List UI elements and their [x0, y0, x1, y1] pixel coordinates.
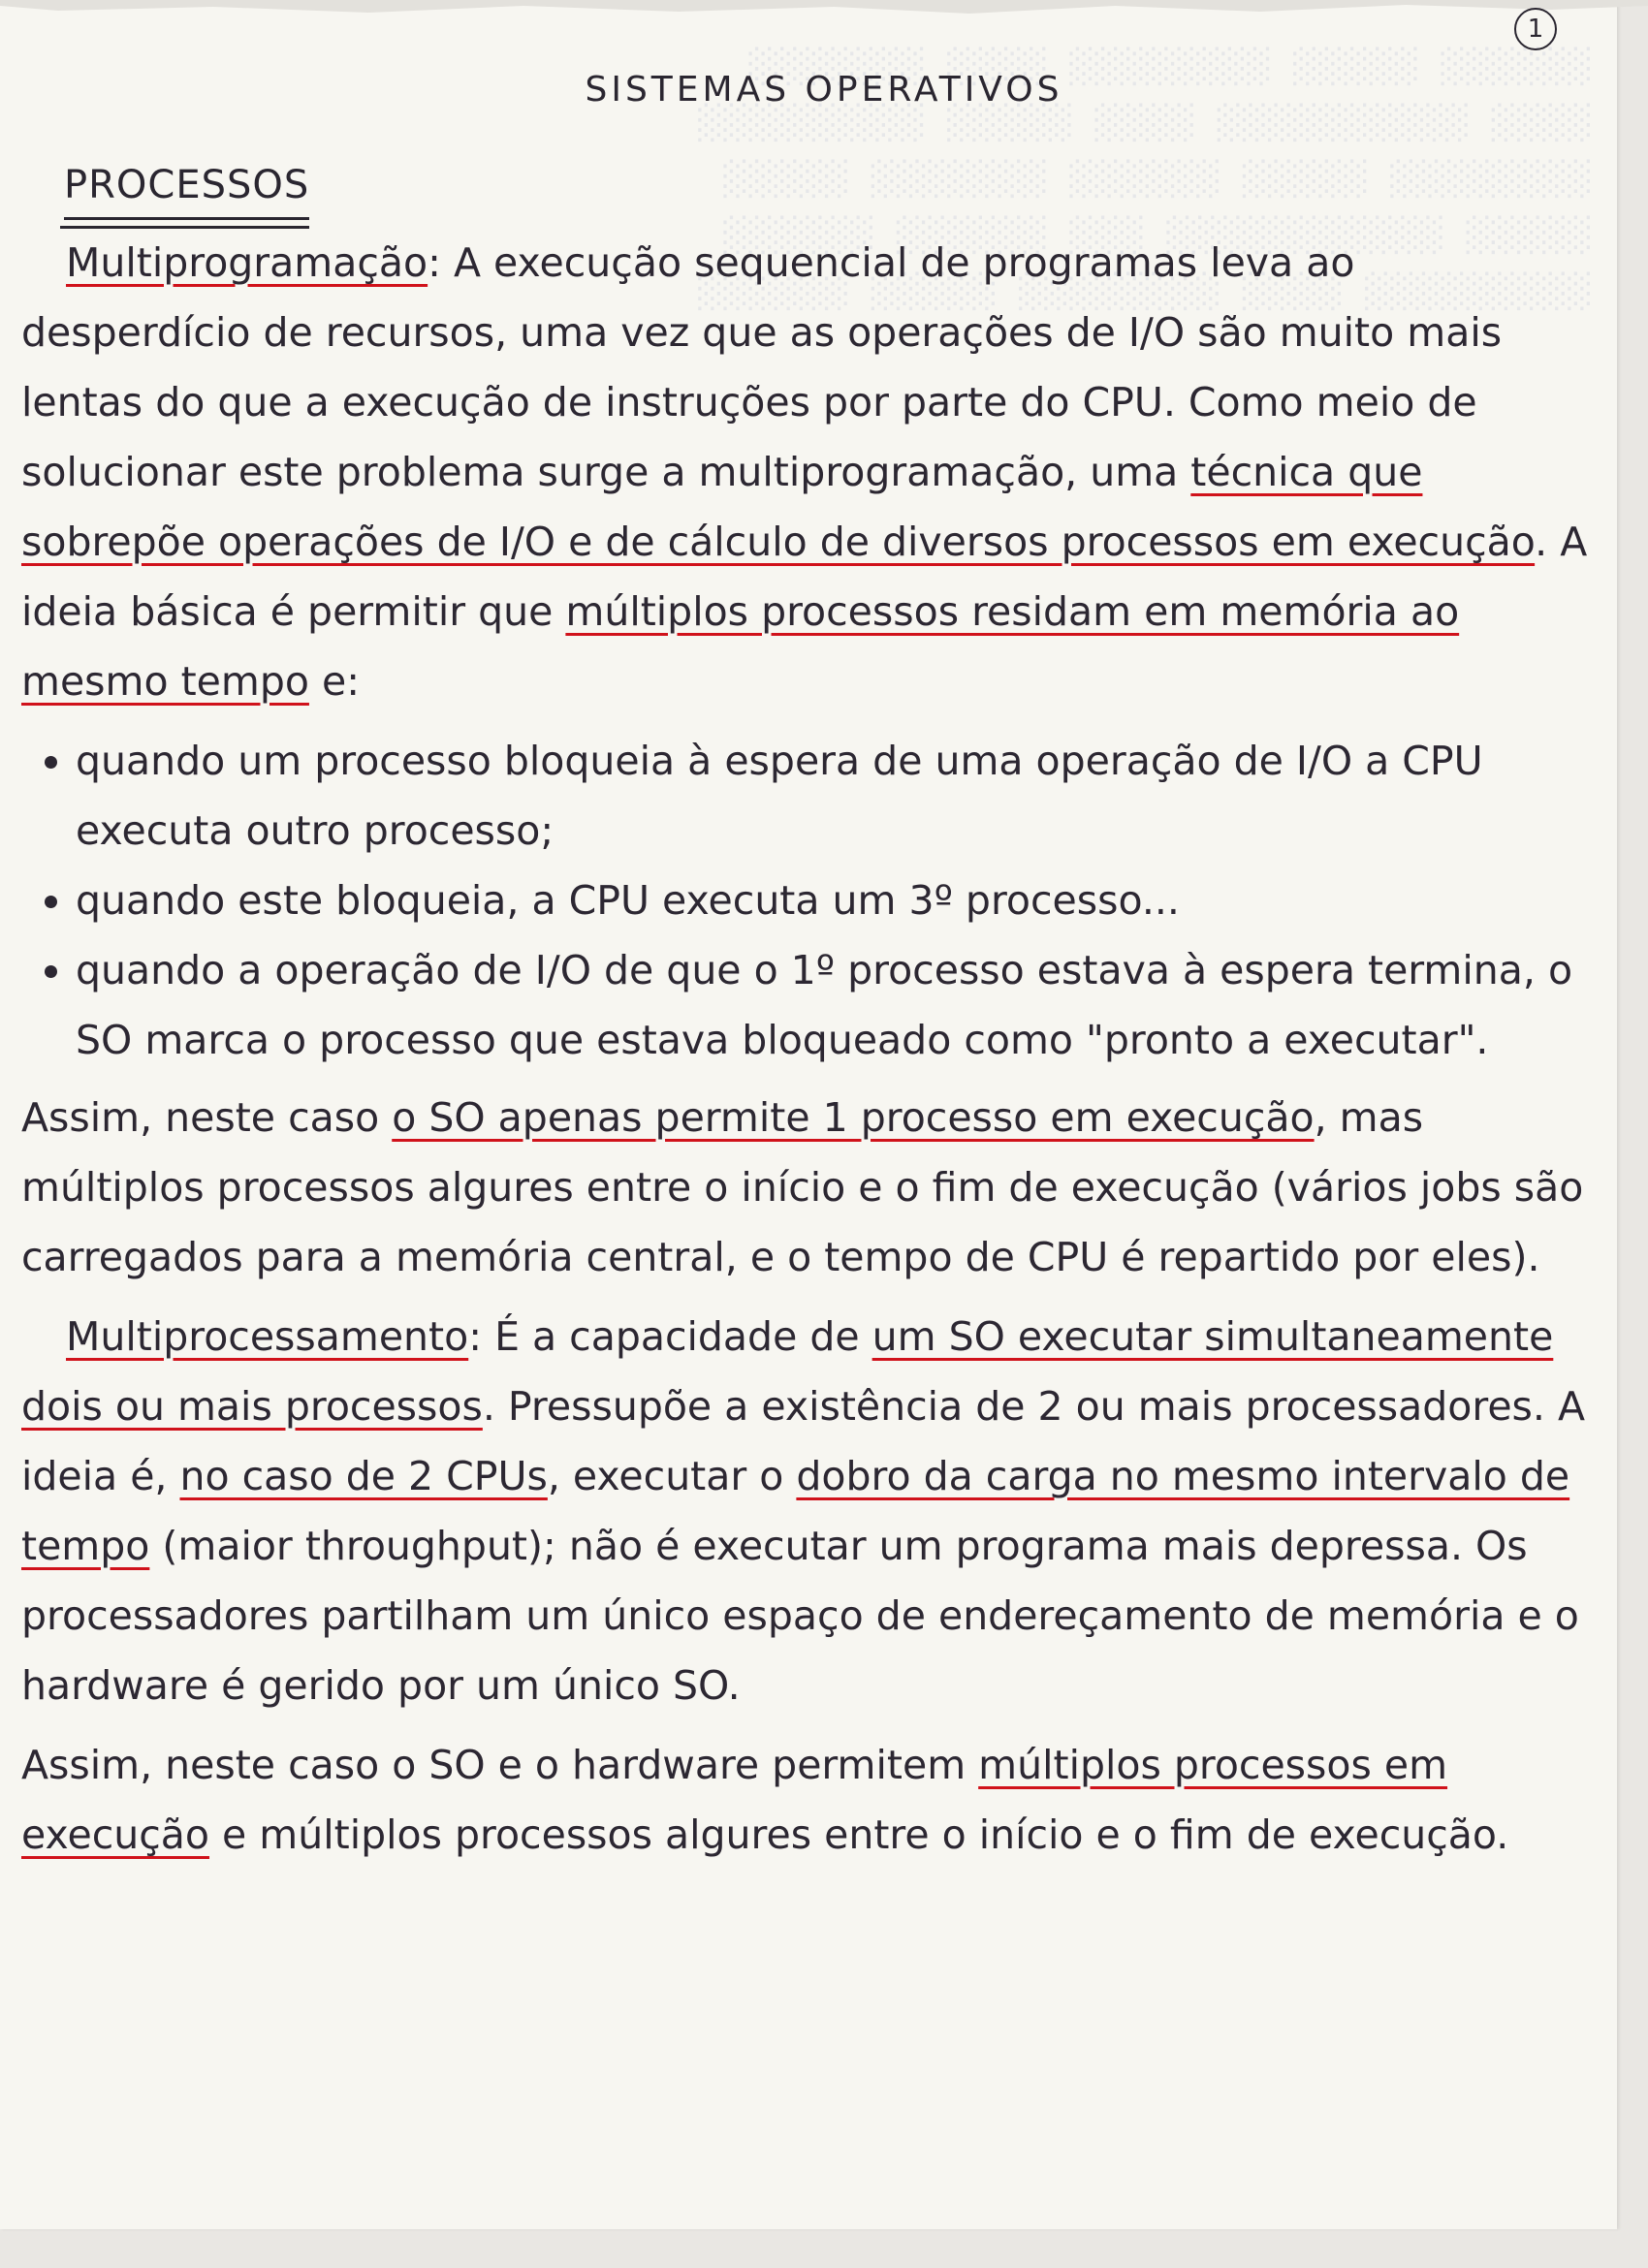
text-run: (maior throughput); não é executar um programa mais depressa. Os processadores partilham um único espaço de endereçamento de memória e o hardware é gerido por um único SO. [21, 1523, 1579, 1709]
highlight-run: dobro da carga no mesmo intervalo de tempo [21, 1453, 1570, 1569]
text-run: : É a capacidade de [468, 1313, 872, 1360]
paragraph-so-hardware [21, 1730, 1592, 1870]
highlight-run: múltiplos processos em execução [21, 1742, 1448, 1858]
text-run: , mas múltiplos processos algures entre o início e o fim de execução (vários jobs são carregados para a memória central, e o tempo de CPU é repartido por eles). [21, 1094, 1584, 1280]
text-run: . [1535, 519, 1548, 565]
page-number: 1 [1514, 8, 1557, 50]
paragraph-multiprocessamento [21, 1302, 1592, 1720]
text-run: . Pressupõe a existência de 2 ou mais processadores. A ideia é, [21, 1383, 1586, 1499]
paragraph-so-execucao [21, 1083, 1592, 1292]
text-run: e múltiplos processos algures entre o início e o fim de execução. [209, 1811, 1509, 1858]
section-heading: PROCESSOS [64, 163, 309, 220]
term-multiprogramacao: Multiprogramação [66, 239, 428, 286]
highlight-run: um SO executar simultaneamente dois ou mais processos [21, 1313, 1554, 1430]
list-item: • quando um processo bloqueia à espera de uma operação de I/O a CPU executa outro processo; [76, 726, 1592, 866]
highlight-run: técnica que sobrepõe operações de I/O e de cálculo de diversos processos em execução [21, 449, 1536, 565]
list-item: • quando este bloqueia, a CPU executa um 3º processo... [76, 866, 1592, 935]
term-multiprocessamento: Multiprocessamento [66, 1313, 469, 1360]
text-run: : A execução sequencial de programas leva ao desperdício de recursos, uma vez que as operações de I/O são muito mais lentas do que a execução de instruções por parte do CPU. Como meio de solucionar este problema surge a multiprogramação, uma [21, 239, 1503, 495]
text-run: Assim, neste caso o SO e o hardware permitem [21, 1742, 979, 1788]
text-run: A ideia básica é permitir que [21, 519, 1588, 635]
highlight-run: no caso de 2 CPUs [179, 1453, 548, 1499]
text-run: e: [308, 658, 361, 705]
page-title: SISTEMAS OPERATIVOS [585, 70, 1063, 110]
bullet-list [21, 726, 1592, 1075]
highlight-run: múltiplos processos residam em memória ao mesmo tempo [21, 588, 1460, 705]
highlight-run: o SO apenas permite 1 processo em execução [392, 1094, 1315, 1141]
notes-body [21, 228, 1592, 1879]
bleed-through-text: ░░░░░░ ░░░░░ ░░░░░░░░ ░░░░ ░░░░░░░ ░░░░ ░░░░░░░░░░ ░░░░ ░░░░░ ░░░░░░░░░ ░░░░░░░░ ░░░░░ ░░░░░░ ░░░░░░░ ░░░░░ ░░░░░ ░░░░░░░░░░░ ░░░ ░░░░░░ ░░░░░░ ░░░░░░░░░ ░░░░ ░░░░░░░░ ░░░░░ ░░░░░░ [694, 47, 1590, 311]
list-item: • quando a operação de I/O de que o 1º processo estava à espera termina, o SO marca o processo que estava bloqueado como "pronto a executar". [76, 935, 1592, 1075]
torn-top-edge [0, 0, 1648, 23]
text-run: , executar o [547, 1453, 797, 1499]
paragraph-multiprogramacao [21, 228, 1592, 716]
text-run: Assim, neste caso [21, 1094, 393, 1141]
